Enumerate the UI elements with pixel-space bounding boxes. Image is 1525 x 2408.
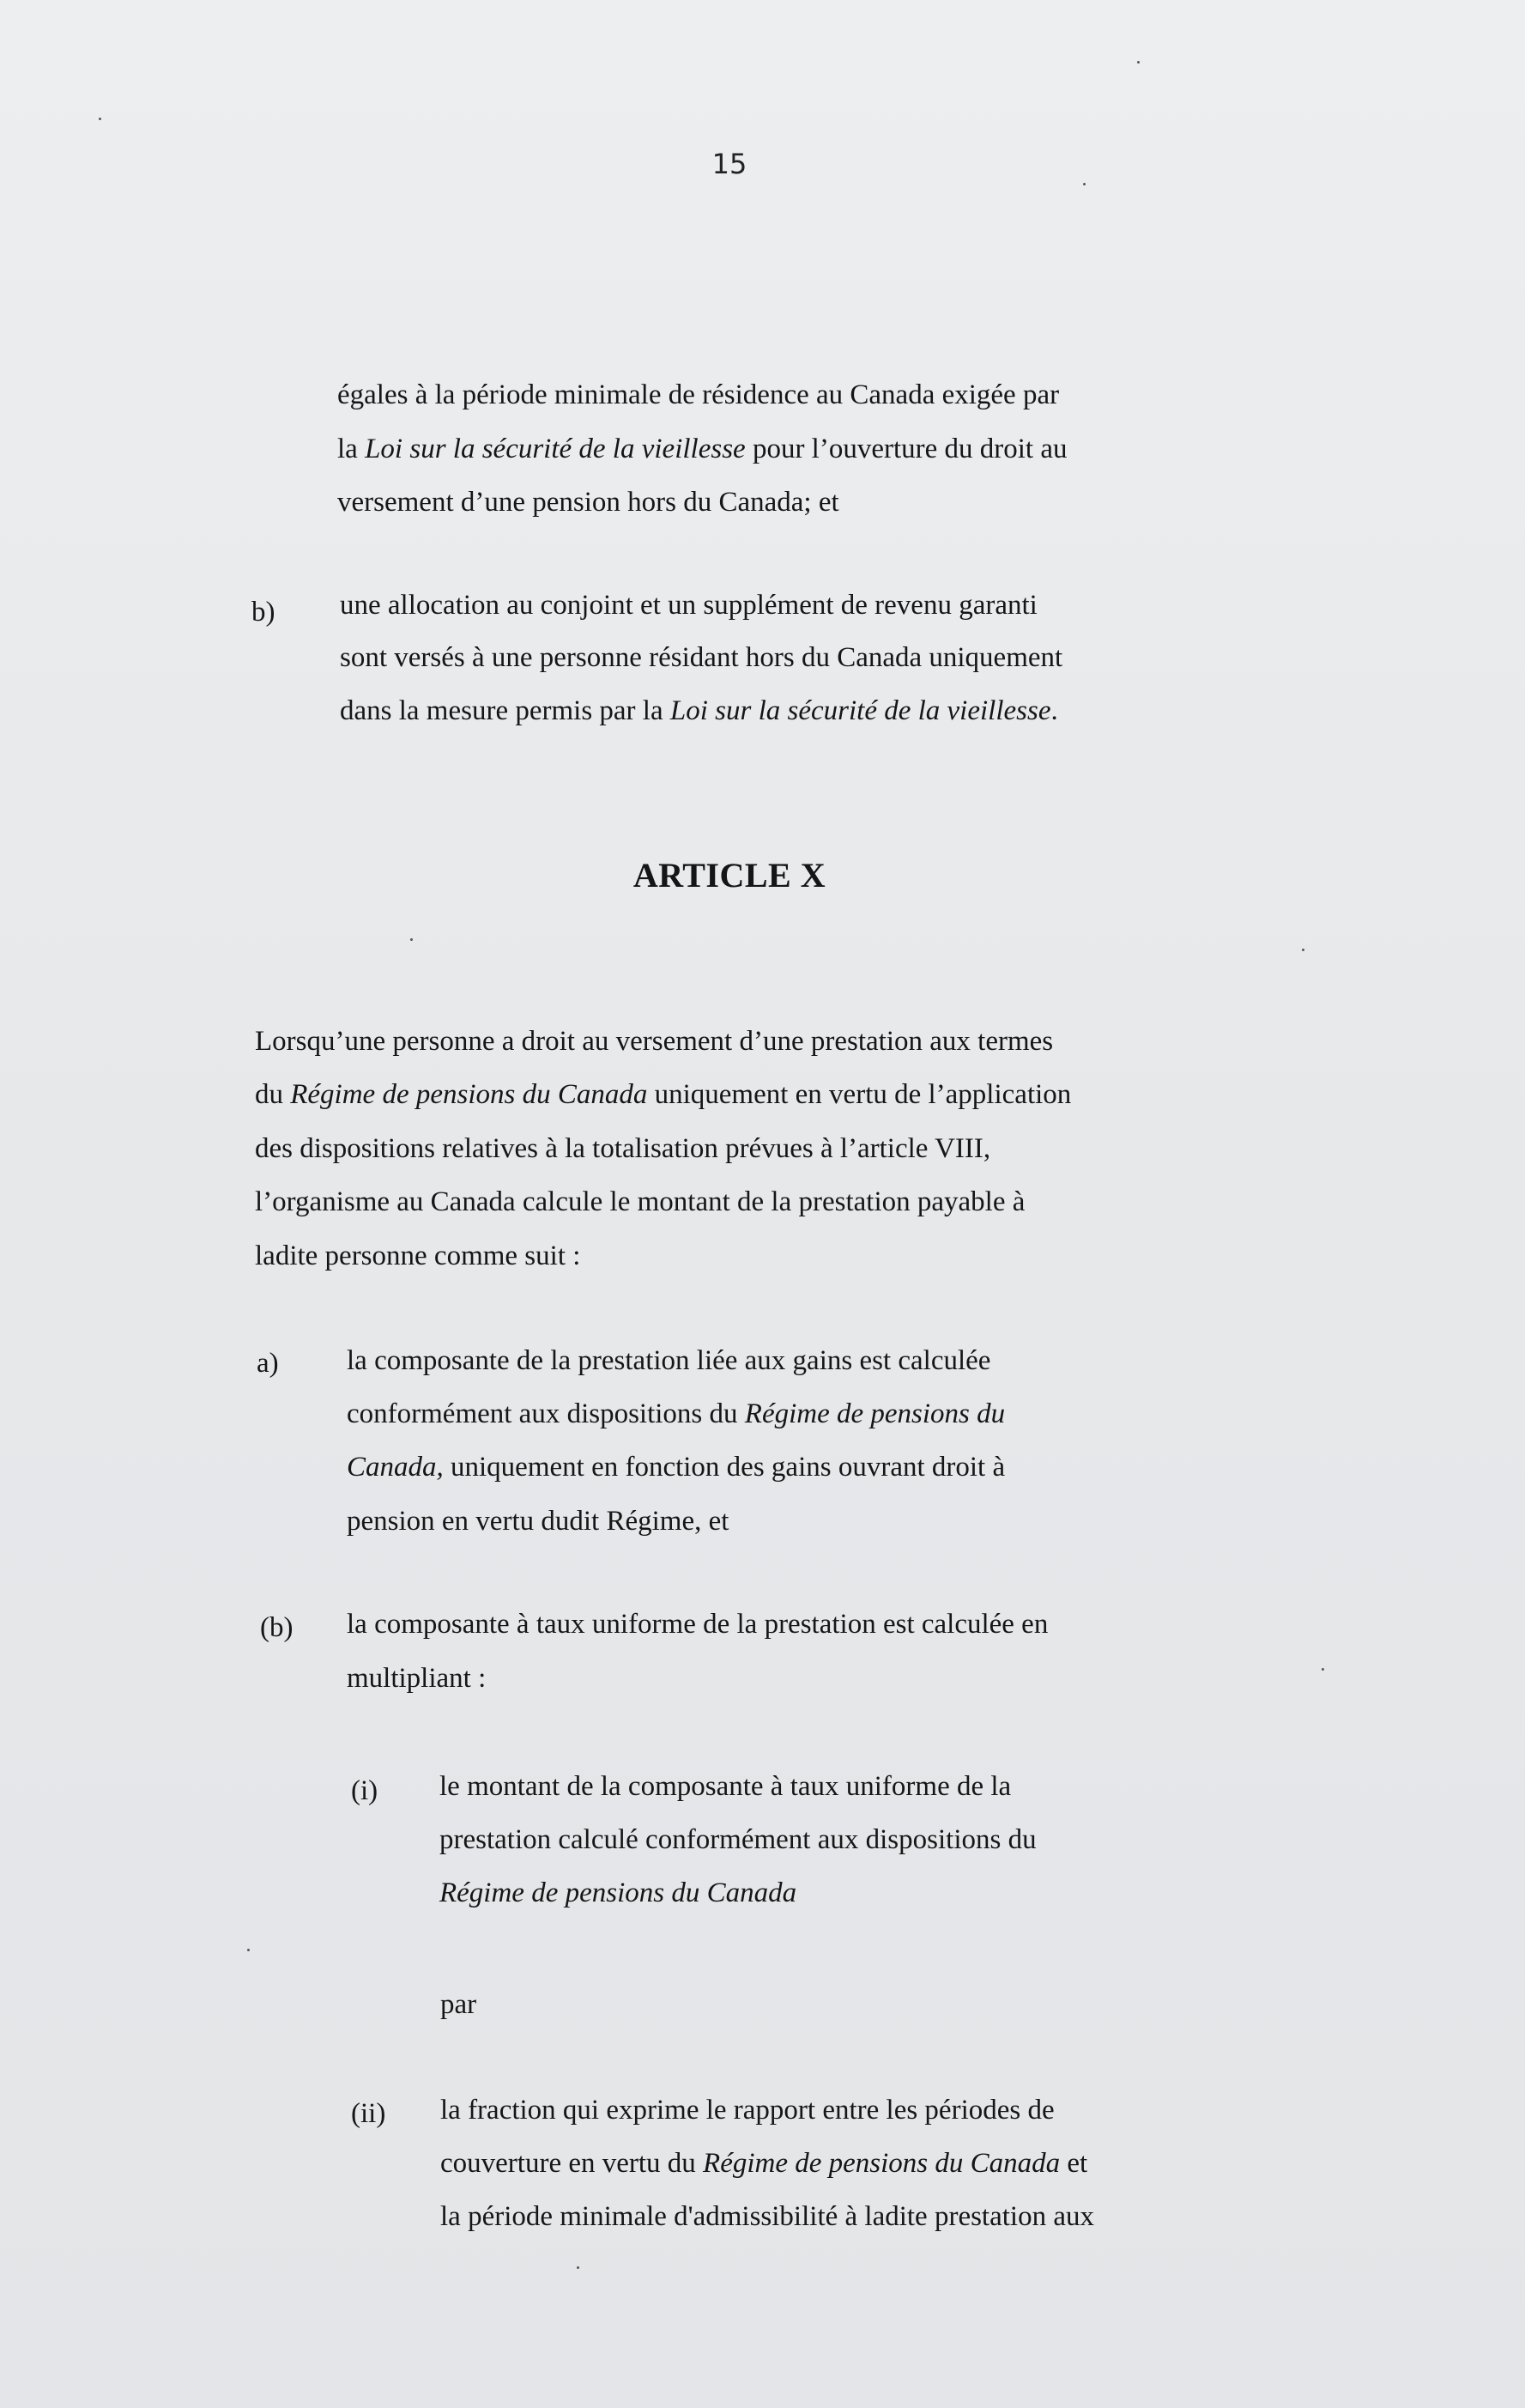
text-line: la composante de la prestation liée aux gains est calculée (347, 1345, 991, 1376)
scan-speck (99, 118, 101, 120)
text-line: Canada, uniquement en fonction des gains ouvrant droit à (347, 1452, 1006, 1483)
scan-speck (410, 938, 413, 941)
text-line: égales à la période minimale de résidence au Canada exigée par (337, 379, 1060, 410)
text-line: le montant de la composante à taux uniforme de la (439, 1771, 1012, 1802)
text-line: prestation calculé conformément aux dispositions du (439, 1824, 1037, 1855)
text-line: versement d’une pension hors du Canada; et (337, 487, 839, 518)
text-line: ladite personne comme suit : (255, 1240, 581, 1271)
text-line: la composante à taux uniforme de la prestation est calculée en (347, 1609, 1049, 1640)
text-line: couverture en vertu du Régime de pensions du Canada et (440, 2148, 1088, 2179)
scan-speck (1137, 61, 1140, 64)
list-label: b) (251, 597, 275, 628)
text-line: du Régime de pensions du Canada uniquement en vertu de l’application (255, 1079, 1072, 1110)
text-line: la période minimale d'admissibilité à ladite prestation aux (440, 2201, 1094, 2232)
connector-word: par (440, 1989, 477, 2020)
scan-speck (577, 2266, 579, 2269)
scan-speck (247, 1949, 250, 1951)
text-line: sont versés à une personne résidant hors du Canada uniquement (340, 642, 1063, 673)
list-label: a) (257, 1348, 279, 1379)
text-line: conformément aux dispositions du Régime de pensions du (347, 1398, 1006, 1429)
article-heading: ARTICLE X (632, 856, 826, 895)
scan-speck (1083, 183, 1086, 185)
text-line: la fraction qui exprime le rapport entre les périodes de (440, 2095, 1055, 2126)
text-line: dans la mesure permis par la Loi sur la sécurité de la vieillesse. (340, 695, 1058, 726)
text-line: Régime de pensions du Canada (439, 1877, 797, 1908)
text-line: multipliant : (347, 1663, 487, 1694)
text-line: des dispositions relatives à la totalisation prévues à l’article VIII, (255, 1133, 991, 1164)
scan-speck (1302, 949, 1304, 951)
page-number: 15 (711, 148, 747, 180)
text-line: la Loi sur la sécurité de la vieillesse pour l’ouverture du droit au (337, 434, 1068, 464)
text-line: une allocation au conjoint et un supplément de revenu garanti (340, 590, 1038, 621)
list-label: (b) (260, 1612, 294, 1643)
text-line: Lorsqu’une personne a droit au versement d’une prestation aux termes (255, 1026, 1054, 1057)
list-label: (ii) (351, 2098, 386, 2129)
text-line: l’organisme au Canada calcule le montant de la prestation payable à (255, 1186, 1026, 1217)
text-line: pension en vertu dudit Régime, et (347, 1506, 729, 1537)
scan-speck (1322, 1668, 1324, 1671)
list-label: (i) (351, 1775, 378, 1806)
